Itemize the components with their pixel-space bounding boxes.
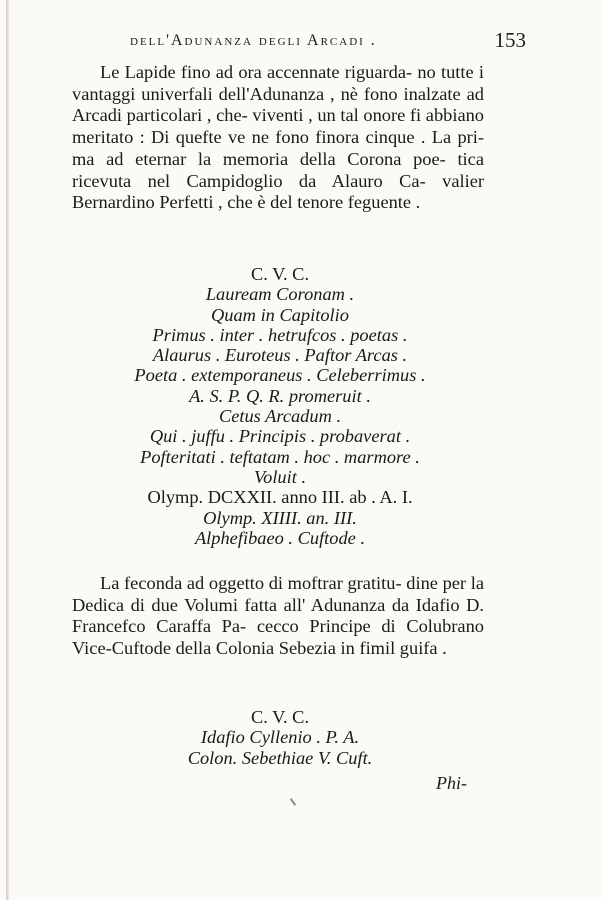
text-line: feguente . (347, 192, 421, 213)
inscription-line: A. S. P. Q. R. promeruit . (189, 385, 371, 406)
text-line: cecco Principe di Colubrano Vice-Cuftode (72, 616, 484, 659)
catchword: Phi- (436, 773, 467, 793)
inscription-line: C. V. C. (250, 264, 310, 284)
inscription-line: Colon. Sebethiae V. Cuft. (187, 747, 373, 768)
page-binding-edge (6, 0, 9, 900)
inscription-line: Idafio Cyllenio . P. A. (200, 727, 360, 748)
paragraph-first-text (72, 62, 484, 214)
inscription-line: Quam in Capitolio (211, 304, 349, 325)
running-head (120, 30, 540, 54)
inscription-second (80, 707, 480, 768)
text-line: Di quefte ve ne fono finora cinque . La pri- (151, 127, 484, 148)
text-line: viventi , un tal onore fi abbiano meritato : (72, 105, 484, 148)
paragraph-second (72, 573, 484, 660)
text-line: dine per la Dedica di due Volumi fatta all' (72, 573, 484, 615)
text-line: Adunanza da Idafio D. Francefco Caraffa Pa- (72, 594, 484, 637)
inscription-line: Alaurus . Euroteus . Paftor Arcas . (152, 345, 408, 366)
inscription-line: Olymp. DCXXII. anno III. ab . A. I. (147, 487, 413, 508)
inscription-line: C. V. C. (250, 707, 310, 727)
inscription-line: Voluit . (253, 466, 307, 487)
inscription-line: Olymp. XIIII. an. III. (203, 507, 357, 528)
inscription-line: Alphefibaeo . Cuftode . (194, 527, 366, 548)
paragraph-second-text (72, 573, 484, 660)
inscription-line: Cetus Arcadum . (218, 406, 342, 427)
inscription-line: Poeta . extemporaneus . Celeberrimus . (134, 365, 426, 386)
running-head-title: dell'Adunanza degli Arcadi . (130, 32, 377, 49)
text-line: della Colonia Sebezia in fimil guifa . (175, 638, 447, 659)
text-line: no tutte i vantaggi univerfali dell'Adunanza , (72, 62, 484, 104)
text-line: ma ad eternar la memoria della Corona poe- (72, 148, 446, 169)
text-line: valier Bernardino Perfetti , che è del tenore (72, 170, 484, 213)
inscription-line: Primus . inter . hetrufcos . poetas . (152, 324, 408, 345)
inscription-first (80, 264, 480, 548)
ink-speck (290, 798, 296, 806)
text-line: Le Lapide fino ad ora accennate riguarda- (100, 62, 413, 82)
inscription-line: Qui . juffu . Principis . probaverat . (149, 426, 411, 447)
page-number: 153 (494, 28, 526, 52)
text-line: La feconda ad oggetto di moftrar gratitu- (100, 573, 402, 593)
text-line: nè fono inalzate ad Arcadi particolari , che- (72, 83, 484, 126)
inscription-line: Lauream Coronam . (205, 284, 355, 305)
paragraph-first (72, 62, 484, 214)
inscription-line: Pofteritati . teftatam . hoc . marmore . (140, 446, 420, 467)
text-line: tica ricevuta nel Campidoglio da Alauro Ca- (72, 148, 484, 191)
